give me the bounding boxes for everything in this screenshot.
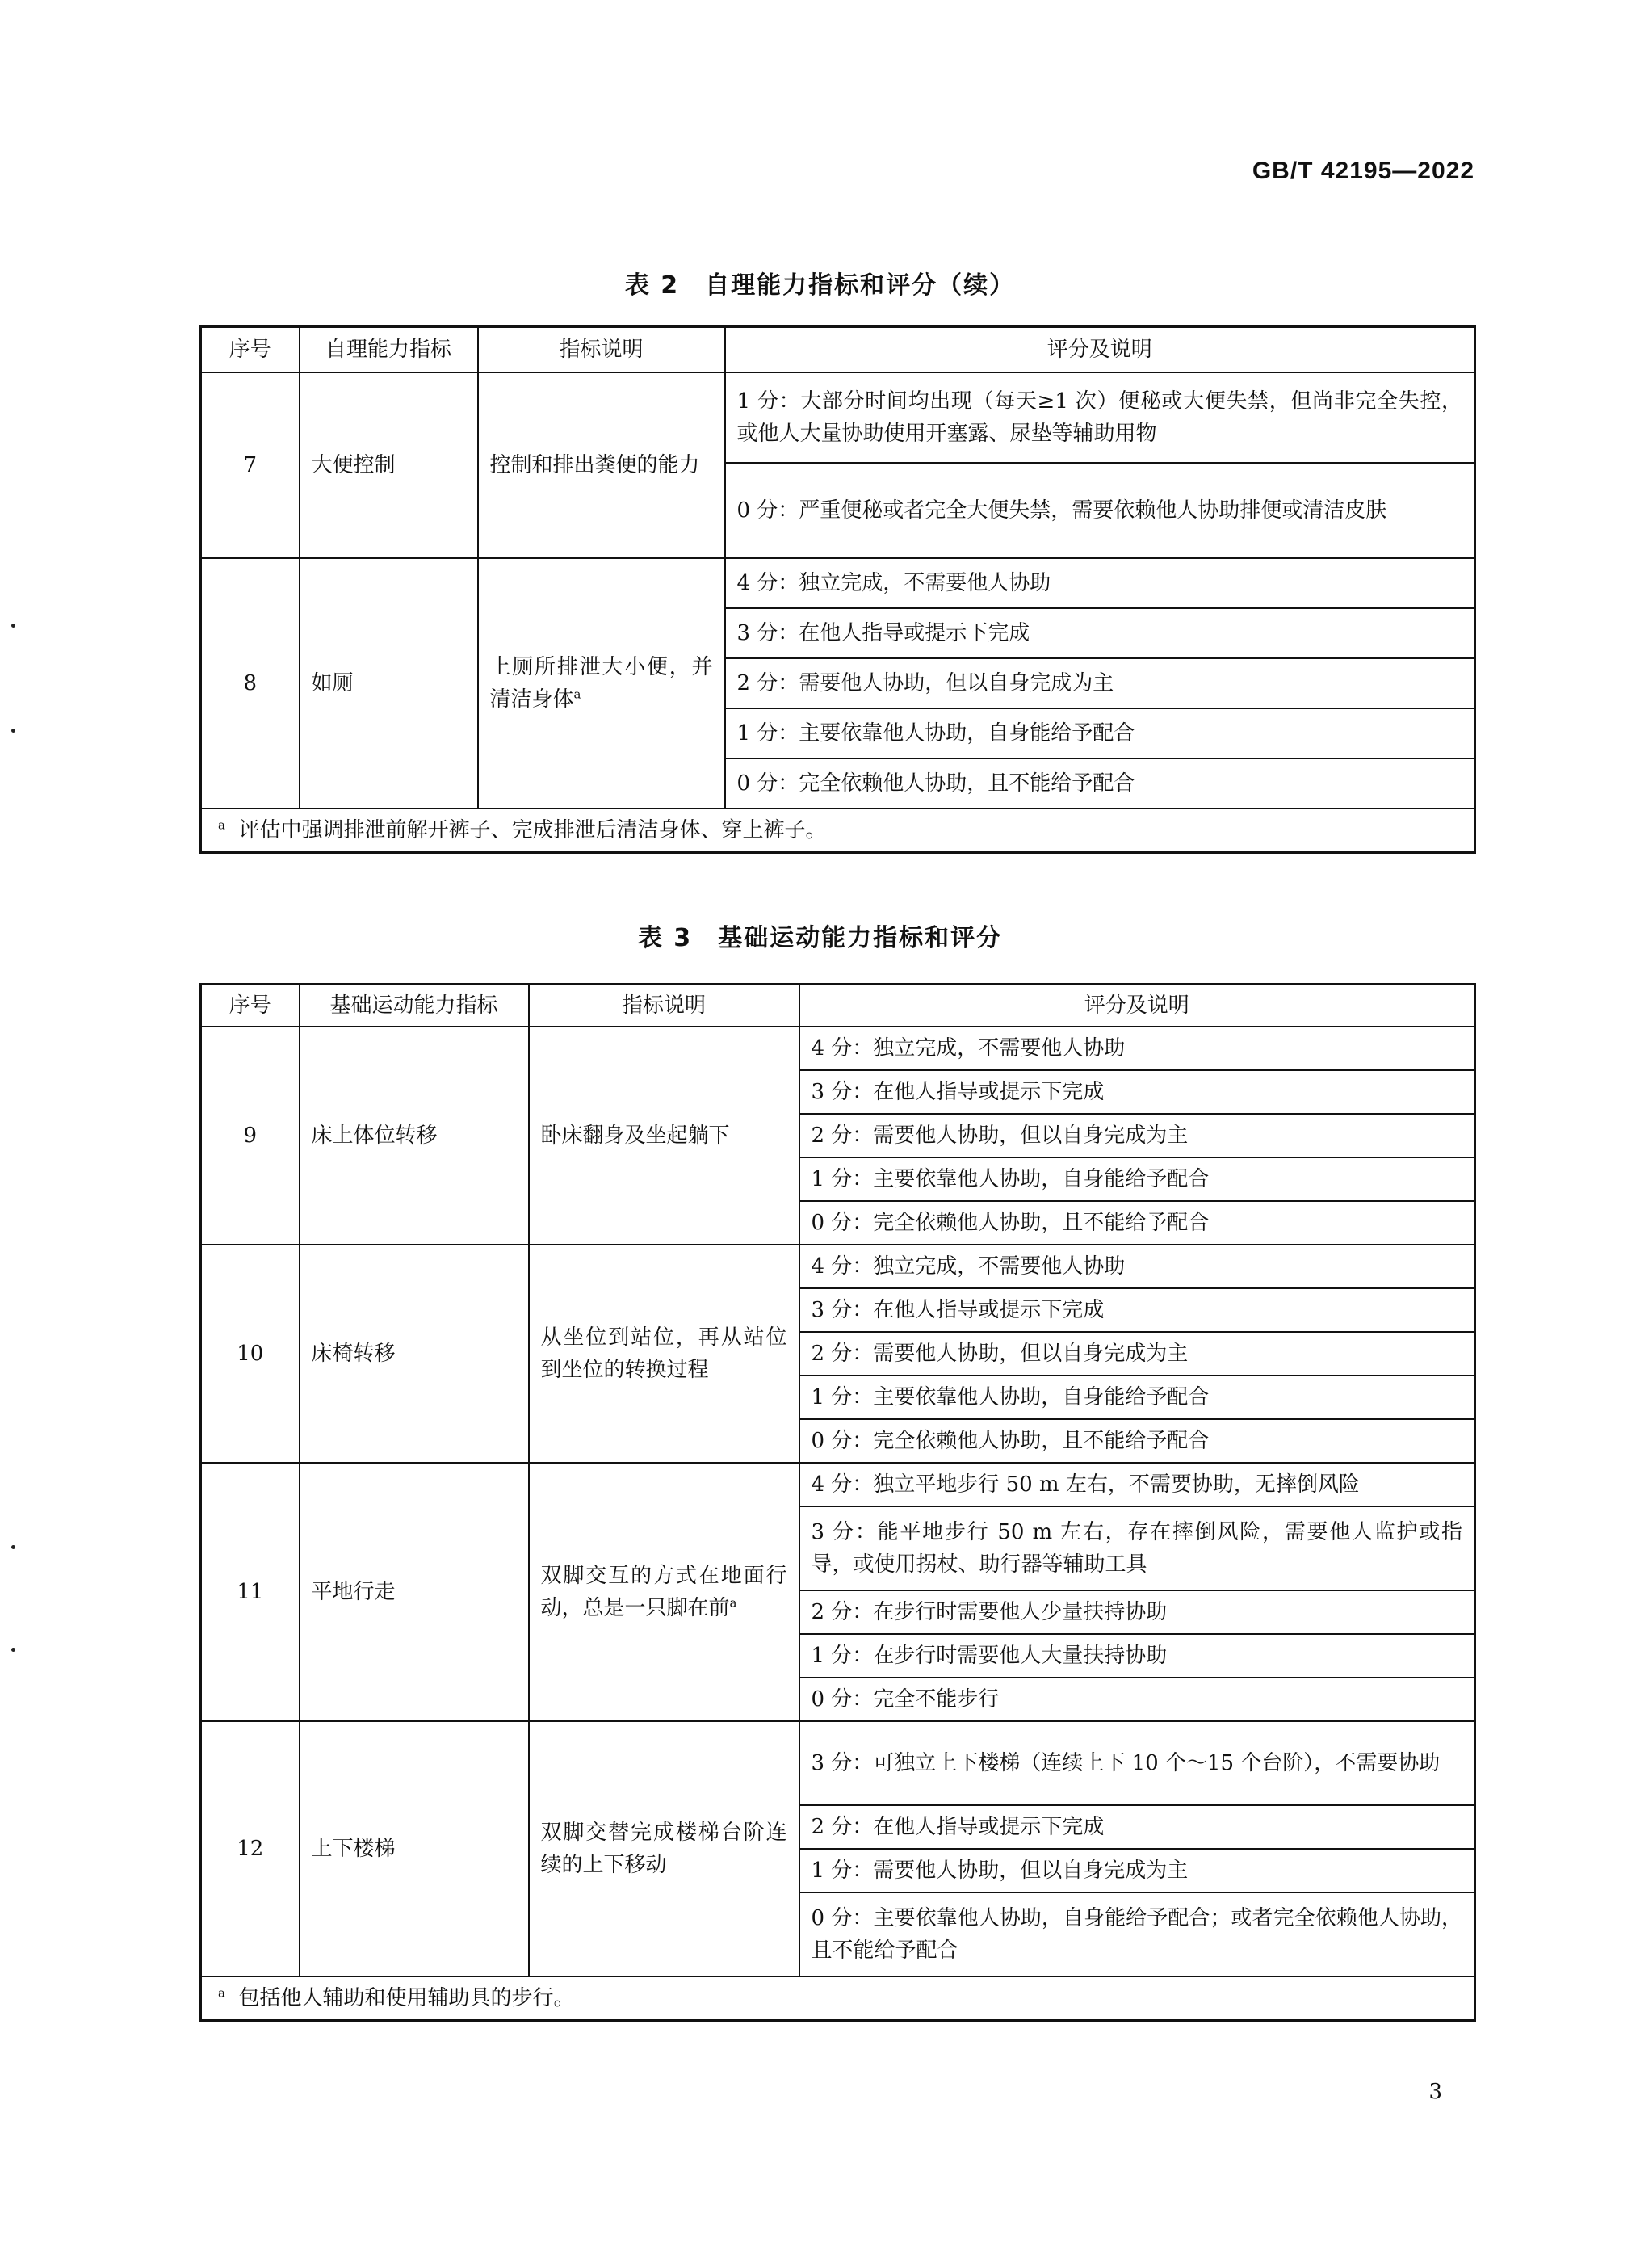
col-header-desc: 指标说明	[529, 985, 799, 1027]
scan-speck	[11, 1545, 15, 1549]
score-cell: 1 分：在步行时需要他人大量扶持协助	[799, 1634, 1475, 1678]
table-row	[201, 1721, 1475, 1805]
score-cell: 0 分：完全依赖他人协助，且不能给予配合	[799, 1201, 1475, 1245]
score-cell: 0 分：完全依赖他人协助，且不能给予配合	[799, 1419, 1475, 1463]
col-header-indicator: 基础运动能力指标	[300, 985, 529, 1027]
row-desc	[529, 1463, 799, 1721]
score-cell: 3 分：可独立上下楼梯（连续上下 10 个～15 个台阶），不需要协助	[799, 1721, 1475, 1805]
table-row	[201, 1463, 1475, 1506]
score-cell: 1 分：主要依靠他人协助，自身能给予配合	[799, 1376, 1475, 1419]
col-header-indicator: 自理能力指标	[300, 327, 478, 373]
note-text: 评估中强调排泄前解开裤子、完成排泄后清洁身体、穿上裤子。	[238, 818, 827, 842]
standard-code: GB/T 42195—2022	[1252, 158, 1474, 184]
score-cell: 3 分：在他人指导或提示下完成	[799, 1288, 1475, 1332]
row-indicator: 平地行走	[300, 1463, 529, 1721]
score-cell: 2 分：在步行时需要他人少量扶持协助	[799, 1590, 1475, 1634]
score-cell: 4 分：独立完成，不需要他人协助	[725, 558, 1475, 608]
score-cell: 1 分：大部分时间均出现（每天≥1 次）便秘或大便失禁，但尚非完全失控，或他人大量协助使用开塞露、尿垫等辅助用物	[725, 372, 1475, 463]
score-cell: 2 分：在他人指导或提示下完成	[799, 1805, 1475, 1849]
row-desc: 从坐位到站位，再从站位到坐位的转换过程	[529, 1245, 799, 1463]
row-desc: 控制和排出粪便的能力	[478, 372, 725, 558]
col-header-score: 评分及说明	[799, 985, 1475, 1027]
col-header-no: 序号	[201, 985, 300, 1027]
table-note-row	[201, 808, 1475, 853]
score-cell: 0 分：完全依赖他人协助，且不能给予配合	[725, 758, 1475, 808]
note-text: 包括他人辅助和使用辅助具的步行。	[238, 1986, 575, 2010]
table-row	[201, 558, 1475, 608]
table2	[199, 326, 1476, 854]
row-no: 11	[201, 1463, 300, 1721]
row-no: 10	[201, 1245, 300, 1463]
table-note	[201, 1976, 1475, 2021]
score-cell: 4 分：独立平地步行 50 m 左右，不需要协助，无摔倒风险	[799, 1463, 1475, 1506]
row-indicator: 如厕	[300, 558, 478, 808]
scan-speck	[11, 624, 15, 628]
table-row	[201, 1027, 1475, 1070]
score-cell: 4 分：独立完成，不需要他人协助	[799, 1027, 1475, 1070]
score-cell: 1 分：主要依靠他人协助，自身能给予配合	[799, 1157, 1475, 1201]
table-note	[201, 808, 1475, 853]
table-header-row	[201, 327, 1475, 373]
page-number: 3	[1428, 2080, 1442, 2104]
score-cell: 2 分：需要他人协助，但以自身完成为主	[725, 658, 1475, 708]
score-cell: 3 分：能平地步行 50 m 左右，存在摔倒风险，需要他人监护或指导，或使用拐杖、助行器等辅助工具	[799, 1506, 1475, 1590]
score-cell: 4 分：独立完成，不需要他人协助	[799, 1245, 1475, 1288]
score-cell: 0 分：完全不能步行	[799, 1678, 1475, 1721]
desc-text: 上厕所排泄大小便，并清洁身体	[489, 655, 713, 712]
row-no: 9	[201, 1027, 300, 1245]
row-desc: 双脚交替完成楼梯台阶连续的上下移动	[529, 1721, 799, 1976]
table-row	[201, 1245, 1475, 1288]
footnote-mark: a	[729, 1595, 737, 1611]
table-header-row	[201, 985, 1475, 1027]
row-desc: 卧床翻身及坐起躺下	[529, 1027, 799, 1245]
table2-title: 表 2 自理能力指标和评分（续）	[624, 271, 1016, 300]
table3	[199, 983, 1476, 2022]
score-cell: 0 分：严重便秘或者完全大便失禁，需要依赖他人协助排便或清洁皮肤	[725, 463, 1475, 558]
table-row	[201, 372, 1475, 463]
col-header-no: 序号	[201, 327, 300, 373]
desc-text: 双脚交互的方式在地面行动，总是一只脚在前	[540, 1564, 787, 1620]
row-indicator: 床上体位转移	[300, 1027, 529, 1245]
score-cell: 0 分：主要依靠他人协助，自身能给予配合；或者完全依赖他人协助，且不能给予配合	[799, 1892, 1475, 1976]
score-cell: 1 分：主要依靠他人协助，自身能给予配合	[725, 708, 1475, 758]
row-indicator: 床椅转移	[300, 1245, 529, 1463]
score-cell: 1 分：需要他人协助，但以自身完成为主	[799, 1849, 1475, 1892]
row-no: 8	[201, 558, 300, 808]
row-desc	[478, 558, 725, 808]
score-cell: 3 分：在他人指导或提示下完成	[799, 1070, 1475, 1114]
scan-speck	[11, 729, 15, 733]
row-no: 12	[201, 1721, 300, 1976]
score-cell: 3 分：在他人指导或提示下完成	[725, 608, 1475, 658]
footnote-mark: a	[218, 817, 225, 833]
score-cell: 2 分：需要他人协助，但以自身完成为主	[799, 1332, 1475, 1376]
row-indicator: 上下楼梯	[300, 1721, 529, 1976]
row-indicator: 大便控制	[300, 372, 478, 558]
footnote-mark: a	[573, 687, 581, 702]
scan-speck	[11, 1648, 15, 1652]
table3-title: 表 3 基础运动能力指标和评分	[637, 924, 1003, 952]
col-header-desc: 指标说明	[478, 327, 725, 373]
footnote-mark: a	[218, 1985, 225, 2001]
col-header-score: 评分及说明	[725, 327, 1475, 373]
score-cell: 2 分：需要他人协助，但以自身完成为主	[799, 1114, 1475, 1157]
row-no: 7	[201, 372, 300, 558]
table-note-row	[201, 1976, 1475, 2021]
